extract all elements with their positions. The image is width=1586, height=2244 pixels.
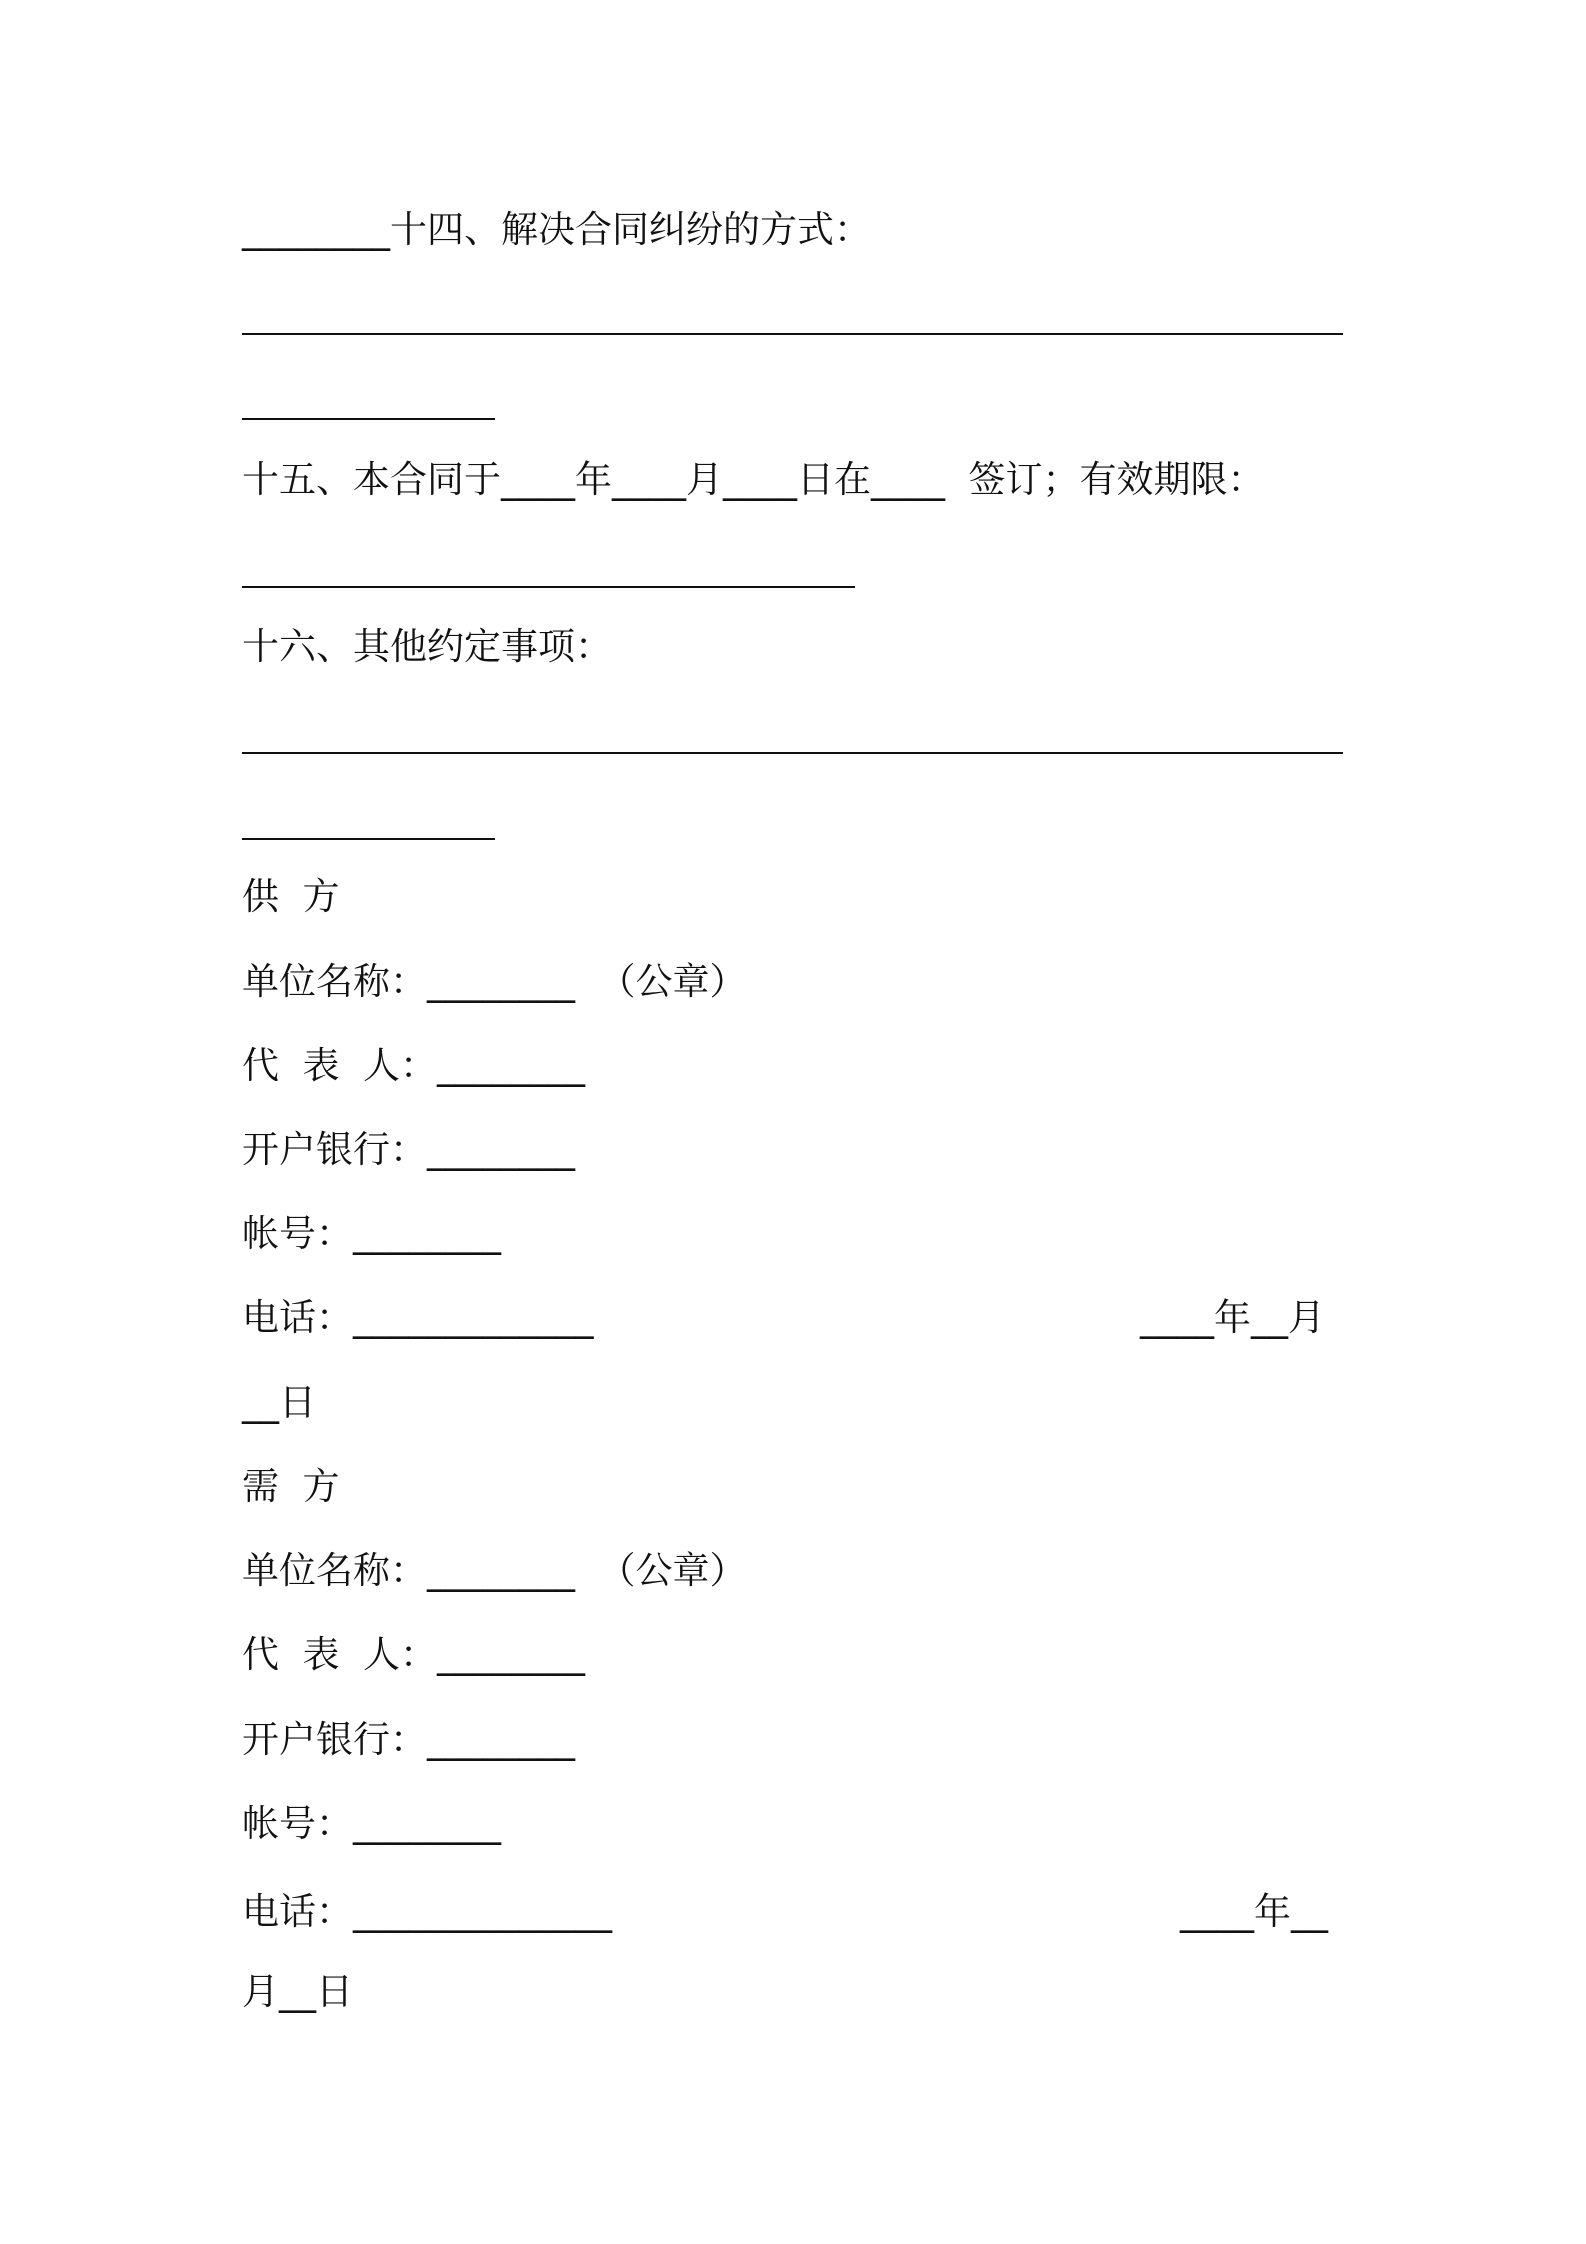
clause-14-dispute-resolution: ________十四、解决合同纠纷的方式： xyxy=(242,208,871,251)
buyer-representative: 代 表 人：________ xyxy=(242,1633,586,1676)
blank-line-validity xyxy=(242,586,855,588)
buyer-date-year: ____年__ xyxy=(1180,1890,1328,1933)
supplier-date-year-month: ____年__月 xyxy=(1140,1296,1325,1339)
blank-line-other-1 xyxy=(242,752,1343,754)
supplier-phone: 电话：_____________ xyxy=(242,1296,594,1339)
buyer-heading: 需 方 xyxy=(242,1465,340,1508)
buyer-unit-name: 单位名称：________ （公章） xyxy=(242,1549,747,1592)
supplier-date-day: __日 xyxy=(242,1381,316,1424)
blank-line-dispute-2 xyxy=(242,418,495,420)
buyer-bank: 开户银行：________ xyxy=(242,1718,575,1761)
supplier-unit-name: 单位名称：________ （公章） xyxy=(242,960,747,1003)
blank-line-other-2 xyxy=(242,838,495,840)
clause-16-other-matters: 十六、其他约定事项： xyxy=(242,625,612,668)
supplier-heading: 供 方 xyxy=(242,875,340,918)
supplier-representative: 代 表 人：________ xyxy=(242,1044,586,1087)
clause-15-signing-term: 十五、本合同于____年____月____日在____ 签订；有效期限： xyxy=(242,458,1265,501)
supplier-bank: 开户银行：________ xyxy=(242,1128,575,1171)
blank-line-dispute-1 xyxy=(242,333,1343,335)
buyer-account: 帐号：________ xyxy=(242,1802,501,1845)
supplier-account: 帐号：________ xyxy=(242,1212,501,1255)
buyer-phone: 电话：______________ xyxy=(242,1890,612,1933)
buyer-date-month-day: 月__日 xyxy=(242,1970,353,2013)
